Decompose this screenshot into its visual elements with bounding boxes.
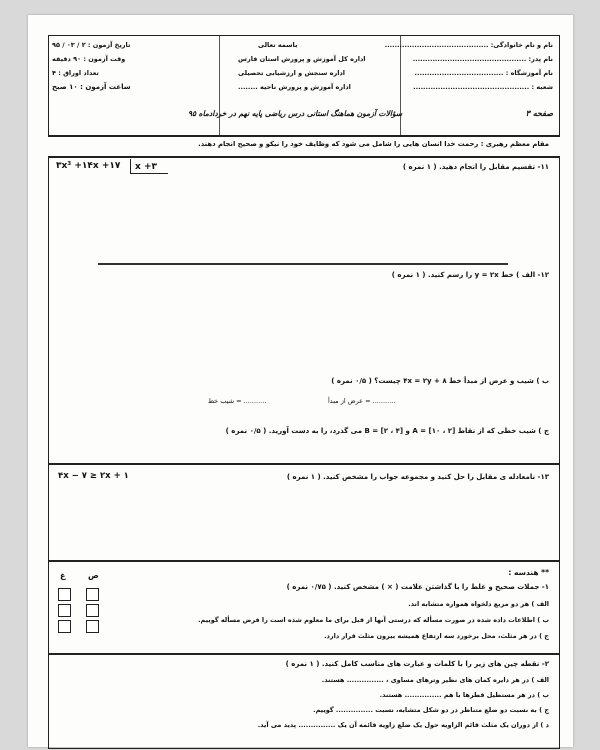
q13-inequality: ۴x − ۷ ≥ ۲x + ۱ [58,471,129,481]
checkbox-a-false[interactable] [58,588,71,601]
geo-q1-divider [48,653,560,655]
q12-divider [48,463,560,465]
geo-q2-item-a: الف ) در هر دایره کمان های نظیر وترهای مساوی ، ............... هستند. [321,676,549,684]
geo-q2-item-d: د ) از دوران یک مثلث قائم الزاویه حول یک ضلع زاویه قائمه آن یک ............... پدید می آید. [257,721,549,729]
field-school: نام آموزشگاه : .................................... [414,69,553,77]
q11-division-bar-v [130,159,131,173]
field-full-name: نام و نام خانوادگی: .......................................... [384,41,553,49]
q12b-slope-blank: ........... = شیب خط [208,397,267,405]
geo-col-false: غ [60,571,66,580]
header-dept: اداره سنجش و ارزشیابی تحصیلی [238,69,346,77]
q11-end-line [98,263,508,265]
q13-divider [48,560,560,562]
geo-col-true: ص [88,571,99,580]
q12c-text: ج ) شیب خطی که از نقاط [۲ ، ۱۰] = A و [۴ ، ۲] = B می گذرد، را به دست آورید. ( ۰/۵ نمره ) [225,427,549,435]
checkbox-b-true[interactable] [86,604,99,617]
geo-q1-text: ۱- جملات صحیح و غلط را با گذاشتن علامت ( × ) مشخص کنید. ( ۰/۷۵ نمره ) [286,583,549,591]
motto: مقام معظم رهبری : رحمت خدا انسان هایی را شامل می شود که وظایف خود را نیکو و صحیح انجام دهند. [198,140,549,148]
field-father-name: نام پدر: .............................................. [412,55,553,63]
header-bismillah: باسمه تعالی [258,41,298,49]
geo-q2-item-b: ب ) در هر مستطیل قطرها با هم ............... هستند. [379,691,549,699]
header-divider [48,135,560,137]
exam-page [28,15,573,747]
field-exam-duration: وقت آزمون : ۹۰ دقیقه [52,55,126,63]
header-org: اداره کل آموزش و پرورش استان فارس [238,55,366,63]
q13-text: ۱۳- نامعادله ی مقابل را حل کنید و مجموعه جواب را مشخص کنید. ( ۱ نمره ) [286,473,549,481]
geometry-heading: ** هندسه : [508,568,549,577]
page-number: صفحه ۳ [525,109,553,118]
q11-divisor: x +۳ [135,162,157,172]
q11-text: ۱۱- تقسیم مقابل را انجام دهید. ( ۱ نمره ) [402,163,549,171]
checkbox-a-true[interactable] [86,588,99,601]
field-branch: شعبه : ............................................... [413,83,553,91]
geo-q1-item-b: ب ) اطلاعات داده شده در صورت مسأله که درستی آنها از قبل برای ما معلوم شده است را فرض مسأله گوییم. [198,616,549,624]
checkbox-c-false[interactable] [58,620,71,633]
geo-q1-item-c: ج ) در هر مثلث، محل برخورد سه ارتفاع همیشه بیرون مثلث قرار دارد. [324,632,549,640]
q12a-text: ۱۲- الف ) خط y = ۲x را رسم کنید. ( ۱ نمره ) [391,271,549,279]
checkbox-b-false[interactable] [58,604,71,617]
q11-dividend: ۳x³ +۱۴x +۱۷ [56,161,121,171]
header-district: اداره آموزش و پرورش ناحیه ........ [238,83,351,91]
q12b-intercept-blank: ........... = عرض از مبدأ [328,397,396,405]
geo-q2-item-c: ج ) به نسبت دو ضلع متناظر در دو شکل متشابه، نسبت ............... گوییم. [313,706,549,714]
geo-q2-text: ۲- نقطه چین های زیر را با کلمات و عبارت های مناسب کامل کنید. ( ۱ نمره ) [285,660,549,668]
geo-q1-item-a: الف ) هر دو مربع دلخواه همواره متشابه اند. [408,600,549,608]
checkbox-c-true[interactable] [86,620,99,633]
field-exam-date: تاریخ آزمون : ۲ / ۰۳ / ۹۵ [52,41,131,49]
field-exam-time: ساعت آزمون : ۱۰ صبح [52,83,131,91]
field-pages: تعداد اوراق : ۴ [52,69,99,77]
q11-division-bar-h [130,173,168,174]
q12b-text: ب ) شیب و عرض از مبدأ خط ۸ + ۴x = ۲y چیست؟ ( ۰/۵ نمره ) [331,377,549,385]
exam-title: سؤالات آزمون هماهنگ استانی درس ریاضی پایه نهم در خردادماه ۹۵ [188,109,403,118]
